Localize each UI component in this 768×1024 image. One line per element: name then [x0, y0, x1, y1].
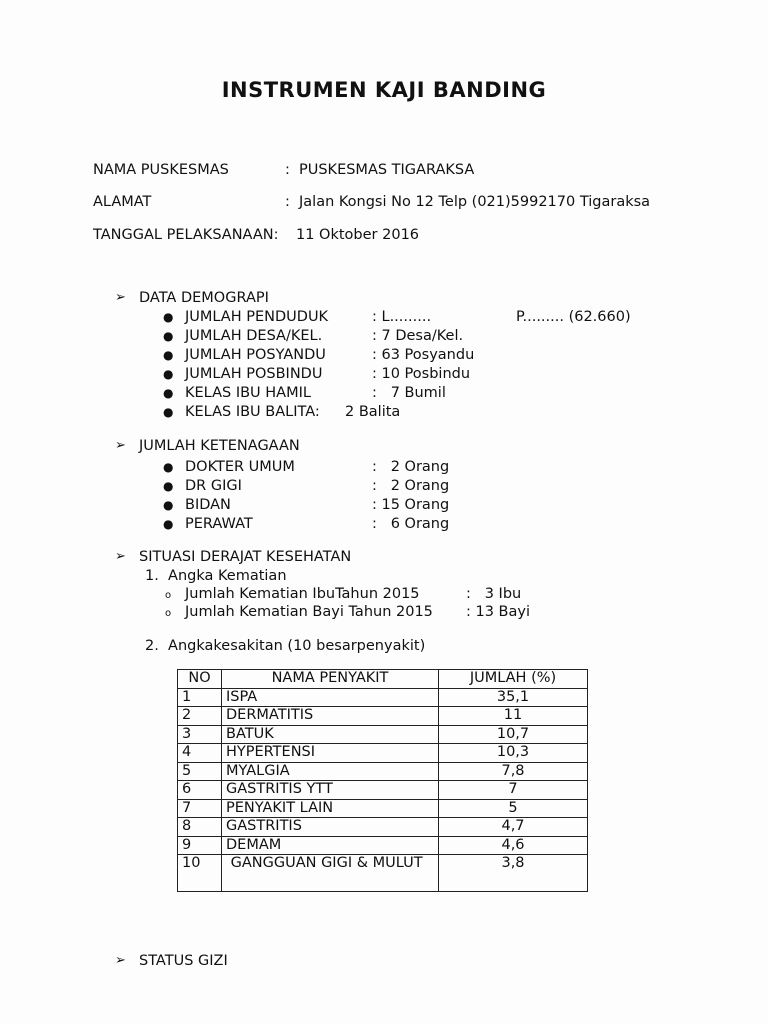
- cell-no: 3: [178, 725, 222, 744]
- arrow-bullet-icon: ➢: [115, 549, 126, 564]
- cell-nama: HYPERTENSI: [222, 744, 439, 763]
- cell-no: 8: [178, 818, 222, 837]
- alamat-label: ALAMAT: [93, 194, 152, 210]
- cell-jumlah: 3,8: [439, 855, 588, 892]
- demografi-value: : L.........: [372, 309, 432, 325]
- bullet-icon: ●: [163, 329, 174, 343]
- demografi-label: JUMLAH PENDUDUK: [185, 309, 329, 325]
- cell-no: 9: [178, 836, 222, 855]
- header-no: NO: [178, 670, 222, 689]
- nama-puskesmas-label: NAMA PUSKESMAS: [93, 162, 229, 178]
- nama-puskesmas-value: PUSKESMAS TIGARAKSA: [299, 162, 475, 178]
- demografi-value: : 7 Desa/Kel.: [372, 328, 464, 344]
- table-row: [178, 762, 588, 781]
- demografi-label: KELAS IBU HAMIL: [185, 385, 311, 401]
- angka-kematian-subheading: 1. Angka Kematian: [145, 568, 287, 584]
- kematian-label: Jumlah Kematian Bayi Tahun 2015: [185, 604, 433, 620]
- ketenagaan-label: DR GIGI: [185, 478, 242, 494]
- cell-nama: ISPA: [222, 688, 439, 707]
- table-row: [178, 781, 588, 800]
- cell-no: 6: [178, 781, 222, 800]
- bullet-icon: ●: [163, 348, 174, 362]
- table-row: [178, 688, 588, 707]
- bullet-icon: ●: [163, 367, 174, 381]
- cell-no: 10: [178, 855, 222, 892]
- cell-nama: DERMATITIS: [222, 707, 439, 726]
- table-row: [178, 855, 588, 892]
- arrow-bullet-icon: ➢: [115, 953, 126, 968]
- kematian-value: : 13 Bayi: [466, 604, 530, 620]
- arrow-bullet-icon: ➢: [115, 438, 126, 453]
- table-row: [178, 818, 588, 837]
- cell-no: 1: [178, 688, 222, 707]
- bullet-icon: ●: [163, 479, 174, 493]
- tanggal-value: 11 Oktober 2016: [296, 227, 420, 243]
- ketenagaan-value: : 6 Orang: [372, 516, 450, 532]
- cell-jumlah: 35,1: [439, 688, 588, 707]
- ketenagaan-value: : 2 Orang: [372, 459, 450, 475]
- demografi-heading: DATA DEMOGRAPI: [139, 290, 269, 306]
- cell-nama: BATUK: [222, 725, 439, 744]
- status-gizi-heading: STATUS GIZI: [139, 953, 228, 969]
- cell-jumlah: 10,7: [439, 725, 588, 744]
- table-row: [178, 707, 588, 726]
- bullet-icon: ●: [163, 460, 174, 474]
- bullet-icon: ●: [163, 517, 174, 531]
- cell-jumlah: 10,3: [439, 744, 588, 763]
- bullet-icon: ●: [163, 498, 174, 512]
- bullet-icon: ●: [163, 310, 174, 324]
- header-jumlah: JUMLAH (%): [439, 670, 588, 689]
- kematian-value: : 3 Ibu: [466, 586, 522, 602]
- header-nama-penyakit: NAMA PENYAKIT: [222, 670, 439, 689]
- table-row: [178, 799, 588, 818]
- cell-no: 4: [178, 744, 222, 763]
- alamat-value: Jalan Kongsi No 12 Telp (021)5992170 Tigaraksa: [299, 194, 651, 210]
- table-row: [178, 744, 588, 763]
- circle-bullet-icon: o: [165, 590, 172, 601]
- situasi-heading: SITUASI DERAJAT KESEHATAN: [139, 549, 352, 565]
- cell-no: 5: [178, 762, 222, 781]
- ketenagaan-value: : 2 Orang: [372, 478, 450, 494]
- demografi-value: : 63 Posyandu: [372, 347, 475, 363]
- demografi-extra: P......... (62.660): [516, 309, 631, 325]
- cell-jumlah: 4,6: [439, 836, 588, 855]
- tanggal-label: TANGGAL PELAKSANAAN:: [93, 227, 279, 243]
- table-header-row: [178, 670, 588, 689]
- circle-bullet-icon: o: [165, 608, 172, 619]
- demografi-label: JUMLAH POSYANDU: [185, 347, 326, 363]
- ketenagaan-value: : 15 Orang: [372, 497, 450, 513]
- angka-kesakitan-subheading: 2. Angkakesakitan (10 besarpenyakit): [145, 638, 426, 654]
- cell-nama: PENYAKIT LAIN: [222, 799, 439, 818]
- kematian-label: Jumlah Kematian IbuTahun 2015: [185, 586, 420, 602]
- cell-nama: GASTRITIS YTT: [222, 781, 439, 800]
- cell-jumlah: 7,8: [439, 762, 588, 781]
- cell-no: 7: [178, 799, 222, 818]
- demografi-label: KELAS IBU BALITA:: [185, 404, 320, 420]
- ketenagaan-label: DOKTER UMUM: [185, 459, 295, 475]
- cell-nama: DEMAM: [222, 836, 439, 855]
- demografi-label: JUMLAH POSBINDU: [185, 366, 323, 382]
- nama-puskesmas-sep: :: [285, 162, 290, 178]
- demografi-value: 2 Balita: [345, 404, 401, 420]
- demografi-value: : 7 Bumil: [372, 385, 446, 401]
- bullet-icon: ●: [163, 386, 174, 400]
- cell-nama: GANGGUAN GIGI & MULUT: [222, 855, 439, 892]
- penyakit-table: [177, 669, 588, 892]
- alamat-sep: :: [285, 194, 290, 210]
- arrow-bullet-icon: ➢: [115, 290, 126, 305]
- table-row: [178, 725, 588, 744]
- ketenagaan-label: PERAWAT: [185, 516, 253, 532]
- cell-no: 2: [178, 707, 222, 726]
- cell-jumlah: 5: [439, 799, 588, 818]
- ketenagaan-heading: JUMLAH KETENAGAAN: [139, 438, 300, 454]
- document-title: INSTRUMEN KAJI BANDING: [221, 78, 547, 102]
- bullet-icon: ●: [163, 405, 174, 419]
- demografi-label: JUMLAH DESA/KEL.: [185, 328, 323, 344]
- cell-jumlah: 4,7: [439, 818, 588, 837]
- cell-nama: GASTRITIS: [222, 818, 439, 837]
- table-row: [178, 836, 588, 855]
- cell-nama: MYALGIA: [222, 762, 439, 781]
- demografi-value: : 10 Posbindu: [372, 366, 471, 382]
- cell-jumlah: 11: [439, 707, 588, 726]
- cell-jumlah: 7: [439, 781, 588, 800]
- ketenagaan-label: BIDAN: [185, 497, 231, 513]
